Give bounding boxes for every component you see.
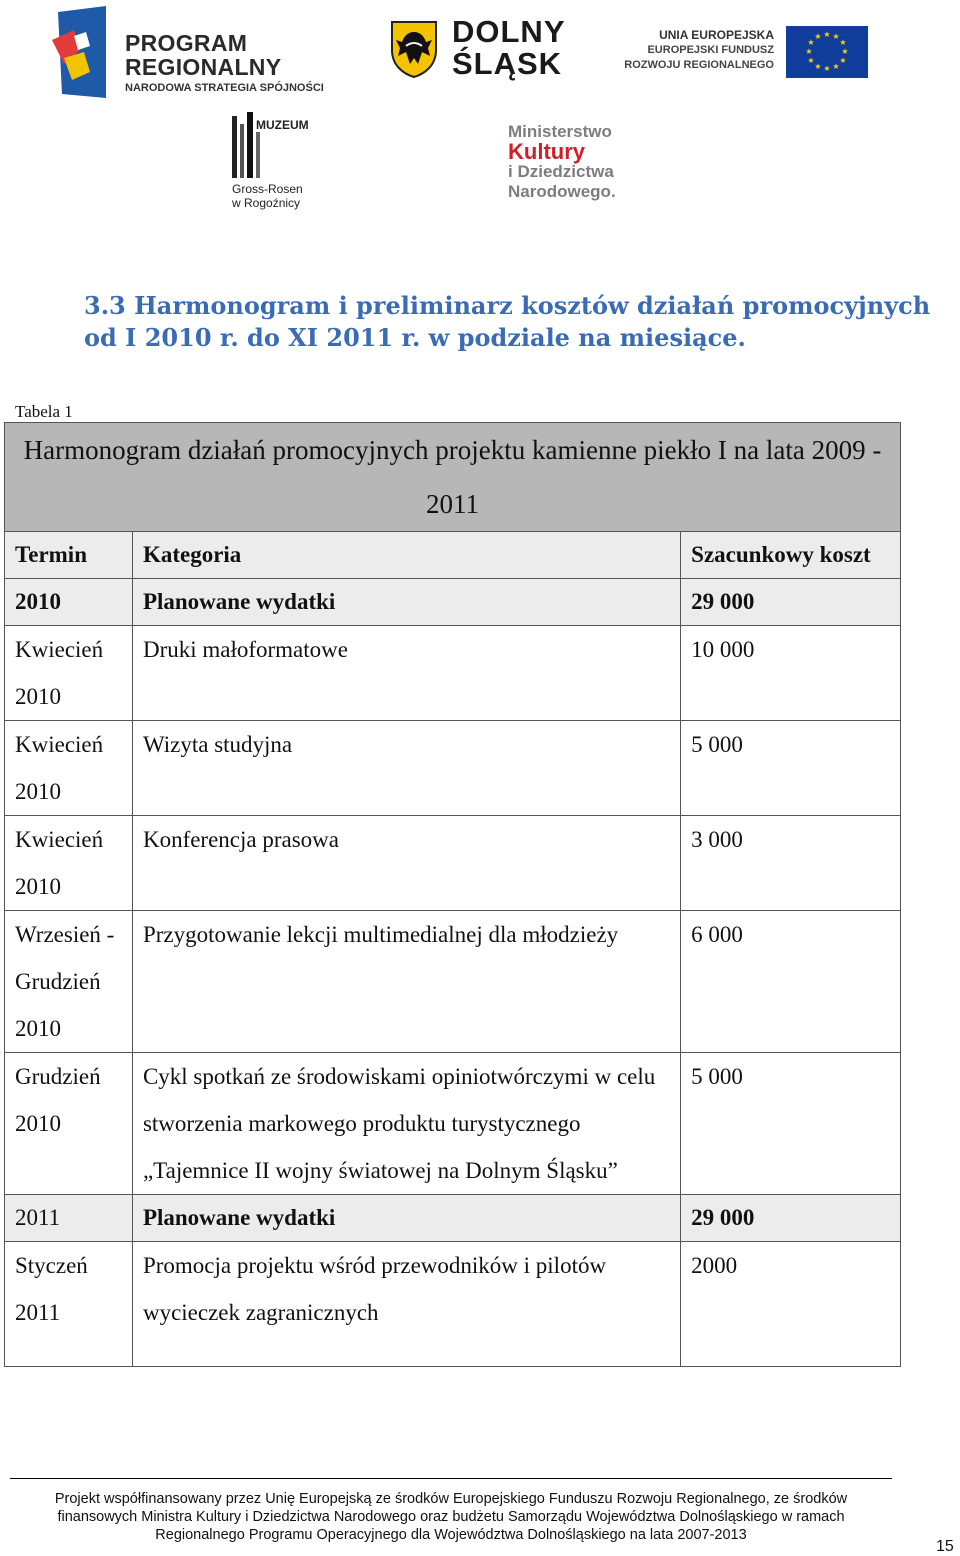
narodowego-label: Narodowego. xyxy=(508,182,616,201)
footer-line-3: Regionalnego Programu Operacyjnego dla Województwa Dolnośląskiego na lata 2007-2013 xyxy=(155,1527,747,1543)
svg-text:★: ★ xyxy=(823,30,831,39)
kategoria-cell: Przygotowanie lekcji multimedialnej dla młodzieży xyxy=(132,911,680,1053)
ue-label: UNIA EUROPEJSKA xyxy=(659,28,774,42)
svg-text:★: ★ xyxy=(823,64,831,73)
dolny-label: DOLNY xyxy=(452,14,566,49)
program-label: PROGRAM xyxy=(125,30,248,56)
table-row xyxy=(5,1053,901,1195)
schedule-table xyxy=(4,422,901,1367)
koszt-cell: 6 000 xyxy=(681,911,901,1053)
koszt-cell: 3 000 xyxy=(681,816,901,911)
kategoria-cell: Promocja projektu wśród przewodników i pilotów wycieczek zagranicznych xyxy=(132,1242,680,1367)
svg-text:★: ★ xyxy=(807,56,815,65)
footer-line-2: finansowych Ministra Kultury i Dziedzictwa Narodowego oraz budżetu Samorządu Województwa Dolnośląskiego w ramach xyxy=(57,1509,845,1525)
header-termin: Termin xyxy=(5,532,133,579)
eagle-shield-icon xyxy=(390,20,438,78)
muzeum-label: MUZEUM xyxy=(256,118,309,132)
regionalny-label: REGIONALNY xyxy=(125,54,282,80)
svg-text:★: ★ xyxy=(805,47,813,56)
footer-text xyxy=(10,1490,892,1544)
header-kategoria: Kategoria xyxy=(132,532,680,579)
termin-cell: Grudzień 2010 xyxy=(5,1053,133,1195)
kategoria-cell: Cykl spotkań ze środowiskami opiniotwórczymi w celu stworzenia markowego produktu turystycznego „Tajemnice II wojny światowej na Dolnym Śląsku” xyxy=(132,1053,680,1195)
svg-text:★: ★ xyxy=(807,38,815,47)
section-heading-line-2: od I 2010 r. do XI 2011 r. w podziale na miesiące. xyxy=(84,323,746,352)
koszt-cell: 5 000 xyxy=(681,721,901,816)
termin-cell: Wrzesień - Grudzień 2010 xyxy=(5,911,133,1053)
program-regionalny-logo xyxy=(50,6,340,102)
year-amount-cell: 29 000 xyxy=(681,579,901,626)
strategia-label: NARODOWA STRATEGIA SPÓJNOŚCI xyxy=(125,82,324,94)
program-regionalny-mark-icon xyxy=(50,6,108,98)
table-title: Harmonogram działań promocyjnych projektu kamienne piekło I na lata 2009 - 2011 xyxy=(5,423,901,532)
table-header-row xyxy=(5,532,901,579)
table-title-row xyxy=(5,423,901,532)
termin-cell: Kwiecień 2010 xyxy=(5,816,133,911)
table-row xyxy=(5,626,901,721)
year-row-2010 xyxy=(5,579,901,626)
section-heading-line-1: 3.3 Harmonogram i preliminarz kosztów działań promocyjnych xyxy=(84,291,931,320)
efrr-label-1: EUROPEJSKI FUNDUSZ xyxy=(647,44,774,56)
year-amount-cell: 29 000 xyxy=(681,1195,901,1242)
footer-line-1: Projekt współfinansowany przez Unię Europejską ze środków Europejskiego Funduszu Rozwoju Regionalnego, ze środków xyxy=(54,1491,848,1507)
svg-text:★: ★ xyxy=(832,32,840,41)
year-label-cell: Planowane wydatki xyxy=(132,579,680,626)
footer-divider xyxy=(10,1478,892,1479)
kultury-label: Kultury xyxy=(508,139,585,164)
dziedzictwa-label: i Dziedzictwa xyxy=(508,162,614,181)
koszt-cell: 2000 xyxy=(681,1242,901,1367)
table-row xyxy=(5,911,901,1053)
ministerstwo-kultury-logo xyxy=(508,122,668,204)
svg-text:★: ★ xyxy=(814,32,822,41)
svg-text:★: ★ xyxy=(839,56,847,65)
kategoria-cell: Druki małoformatowe xyxy=(132,626,680,721)
header-koszt: Szacunkowy koszt xyxy=(681,532,901,579)
efrr-label-2: ROZWOJU REGIONALNEGO xyxy=(624,59,774,71)
rogoznica-label: w Rogoźnicy xyxy=(232,196,301,210)
gross-rosen-label: Gross-Rosen xyxy=(232,182,303,196)
slask-label: ŚLĄSK xyxy=(452,46,563,81)
table-row xyxy=(5,816,901,911)
kategoria-cell: Wizyta studyjna xyxy=(132,721,680,816)
section-heading xyxy=(84,290,930,354)
svg-text:★: ★ xyxy=(832,62,840,71)
muzeum-gross-rosen-logo xyxy=(228,112,318,214)
svg-text:★: ★ xyxy=(839,38,847,47)
year-cell: 2011 xyxy=(5,1195,133,1242)
eu-flag-icon xyxy=(786,26,868,78)
dolny-slask-logo xyxy=(390,14,580,84)
svg-text:★: ★ xyxy=(841,47,849,56)
koszt-cell: 10 000 xyxy=(681,626,901,721)
year-label-cell: Planowane wydatki xyxy=(132,1195,680,1242)
year-row-2011 xyxy=(5,1195,901,1242)
table-row xyxy=(5,721,901,816)
unia-europejska-logo xyxy=(624,26,870,82)
page-number: 15 xyxy=(936,1538,954,1555)
ministerstwo-label: Ministerstwo xyxy=(508,122,612,141)
svg-text:★: ★ xyxy=(814,62,822,71)
termin-cell: Kwiecień 2010 xyxy=(5,626,133,721)
koszt-cell: 5 000 xyxy=(681,1053,901,1195)
kategoria-cell: Konferencja prasowa xyxy=(132,816,680,911)
table-row xyxy=(5,1242,901,1367)
table-caption: Tabela 1 xyxy=(15,402,73,421)
year-cell: 2010 xyxy=(5,579,133,626)
termin-cell: Kwiecień 2010 xyxy=(5,721,133,816)
termin-cell: Styczeń 2011 xyxy=(5,1242,133,1367)
